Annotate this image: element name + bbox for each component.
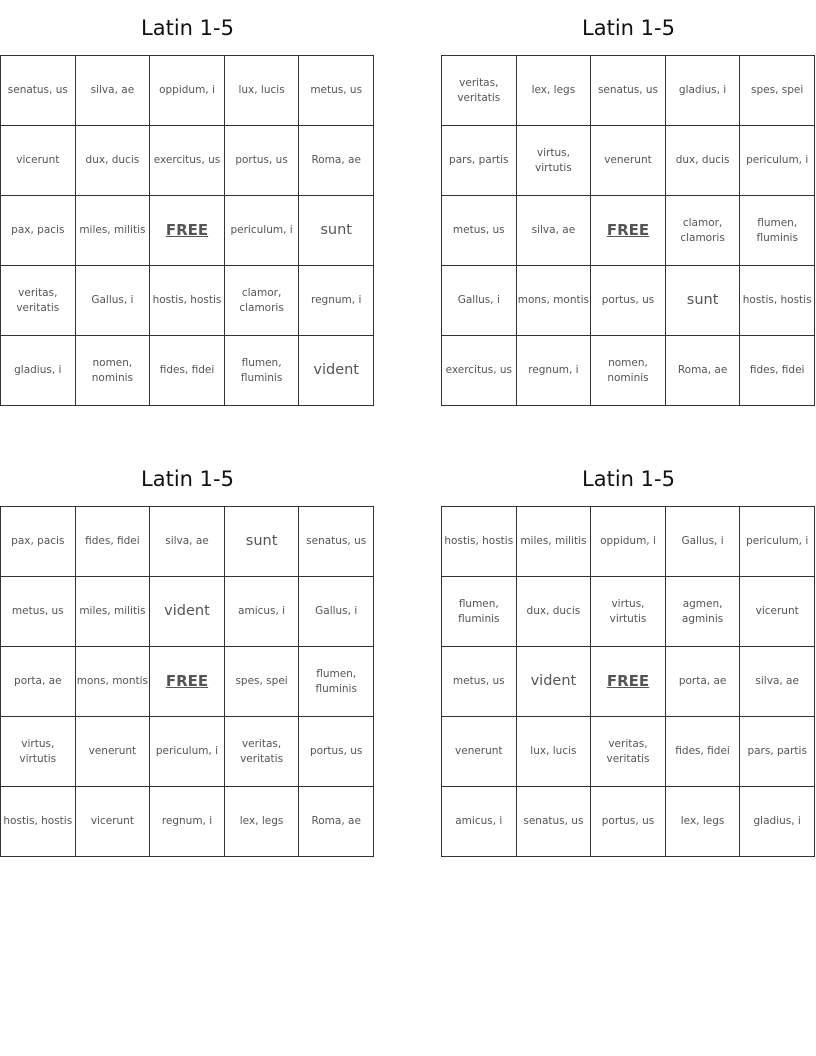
bingo-grid: [0, 55, 374, 406]
card-title: Latin 1-5: [582, 16, 675, 40]
grid-row: [1, 336, 374, 406]
bingo-cell: Gallus, i: [75, 266, 150, 336]
bingo-cell: vicerunt: [740, 577, 815, 647]
grid-row: [1, 577, 374, 647]
bingo-cell: flumen, fluminis: [442, 577, 517, 647]
bingo-cell: fides, fidei: [740, 336, 815, 406]
bingo-cell: gladius, i: [1, 336, 76, 406]
bingo-cell: miles, militis: [516, 507, 591, 577]
bingo-cell: metus, us: [442, 196, 517, 266]
bingo-cell: spes, spei: [740, 56, 815, 126]
bingo-cell: flumen, fluminis: [740, 196, 815, 266]
bingo-cell: pars, partis: [740, 717, 815, 787]
bingo-cell: regnum, i: [299, 266, 374, 336]
bingo-cell: mons, montis: [75, 647, 150, 717]
bingo-cell: metus, us: [442, 647, 517, 717]
grid-row: [442, 266, 815, 336]
bingo-card: [0, 451, 375, 827]
grid-row: [1, 717, 374, 787]
bingo-cell: hostis, hostis: [150, 266, 225, 336]
bingo-cell: silva, ae: [150, 507, 225, 577]
bingo-cell: silva, ae: [75, 56, 150, 126]
bingo-cell: nomen, nominis: [75, 336, 150, 406]
grid-row: [442, 336, 815, 406]
bingo-cell: veritas, veritatis: [224, 717, 299, 787]
bingo-cell: Gallus, i: [665, 507, 740, 577]
grid-row: [442, 647, 815, 717]
bingo-cell: hostis, hostis: [442, 507, 517, 577]
bingo-cell: dux, ducis: [516, 577, 591, 647]
bingo-cell: portus, us: [224, 126, 299, 196]
bingo-cell: amicus, i: [442, 787, 517, 857]
bingo-cell: Roma, ae: [665, 336, 740, 406]
bingo-cell: hostis, hostis: [1, 787, 76, 857]
grid-row: [442, 787, 815, 857]
bingo-cell: gladius, i: [665, 56, 740, 126]
bingo-cell: regnum, i: [150, 787, 225, 857]
bingo-cell: sunt: [665, 266, 740, 336]
bingo-cell: flumen, fluminis: [299, 647, 374, 717]
bingo-grid: [441, 55, 815, 406]
bingo-cell: portus, us: [299, 717, 374, 787]
grid-row: [1, 196, 374, 266]
bingo-cell: sunt: [224, 507, 299, 577]
bingo-cell: miles, militis: [75, 196, 150, 266]
bingo-cell: exercitus, us: [150, 126, 225, 196]
bingo-cell: lex, legs: [224, 787, 299, 857]
bingo-cell: amicus, i: [224, 577, 299, 647]
bingo-cell: fides, fidei: [665, 717, 740, 787]
bingo-cell: dux, ducis: [665, 126, 740, 196]
grid-row: [442, 717, 815, 787]
bingo-cell: veritas, veritatis: [1, 266, 76, 336]
bingo-cell: agmen, agminis: [665, 577, 740, 647]
grid-row: [1, 787, 374, 857]
bingo-cell: Roma, ae: [299, 126, 374, 196]
bingo-cell: gladius, i: [740, 787, 815, 857]
bingo-cell: pars, partis: [442, 126, 517, 196]
bingo-cell: spes, spei: [224, 647, 299, 717]
bingo-cell: lex, legs: [665, 787, 740, 857]
bingo-cell: veritas, veritatis: [442, 56, 517, 126]
bingo-cell: metus, us: [299, 56, 374, 126]
grid-row: [1, 266, 374, 336]
bingo-cell: vicerunt: [1, 126, 76, 196]
bingo-cell: porta, ae: [665, 647, 740, 717]
card-title: Latin 1-5: [141, 16, 234, 40]
bingo-cell: periculum, i: [740, 507, 815, 577]
bingo-cell: senatus, us: [591, 56, 666, 126]
grid-row: [442, 56, 815, 126]
bingo-cell: portus, us: [591, 266, 666, 336]
bingo-cell: oppidum, i: [150, 56, 225, 126]
bingo-cell: venerunt: [75, 717, 150, 787]
card-title: Latin 1-5: [582, 467, 675, 491]
bingo-cell: exercitus, us: [442, 336, 517, 406]
bingo-cell: vident: [299, 336, 374, 406]
bingo-cell: senatus, us: [516, 787, 591, 857]
bingo-cell: senatus, us: [1, 56, 76, 126]
bingo-cell: flumen, fluminis: [224, 336, 299, 406]
bingo-cell: senatus, us: [299, 507, 374, 577]
bingo-cell: silva, ae: [740, 647, 815, 717]
bingo-cell: virtus, virtutis: [516, 126, 591, 196]
bingo-cell: venerunt: [591, 126, 666, 196]
bingo-cell: miles, militis: [75, 577, 150, 647]
bingo-cell: vicerunt: [75, 787, 150, 857]
bingo-cell: periculum, i: [224, 196, 299, 266]
bingo-cell: hostis, hostis: [740, 266, 815, 336]
bingo-cell: venerunt: [442, 717, 517, 787]
grid-row: [442, 507, 815, 577]
bingo-cell: dux, ducis: [75, 126, 150, 196]
bingo-cell: metus, us: [1, 577, 76, 647]
bingo-cell: virtus, virtutis: [591, 577, 666, 647]
grid-row: [1, 56, 374, 126]
bingo-cell: oppidum, i: [591, 507, 666, 577]
bingo-cell: fides, fidei: [150, 336, 225, 406]
bingo-cell: vident: [150, 577, 225, 647]
bingo-cell: regnum, i: [516, 336, 591, 406]
grid-row: [442, 126, 815, 196]
bingo-card: [441, 451, 816, 827]
bingo-cell: nomen, nominis: [591, 336, 666, 406]
bingo-card: [0, 0, 375, 384]
card-title: Latin 1-5: [141, 467, 234, 491]
bingo-cell: sunt: [299, 196, 374, 266]
bingo-cell: clamor, clamoris: [224, 266, 299, 336]
bingo-grid: [0, 506, 374, 857]
grid-row: [442, 196, 815, 266]
bingo-card: [441, 0, 816, 384]
bingo-cell: lux, lucis: [516, 717, 591, 787]
bingo-cell: lex, legs: [516, 56, 591, 126]
free-space: FREE: [591, 196, 666, 266]
bingo-cell: mons, montis: [516, 266, 591, 336]
grid-row: [442, 577, 815, 647]
bingo-cell: vident: [516, 647, 591, 717]
bingo-cell: periculum, i: [150, 717, 225, 787]
bingo-cell: porta, ae: [1, 647, 76, 717]
bingo-cell: clamor, clamoris: [665, 196, 740, 266]
bingo-cell: pax, pacis: [1, 507, 76, 577]
grid-row: [1, 647, 374, 717]
bingo-cell: pax, pacis: [1, 196, 76, 266]
free-space: FREE: [150, 647, 225, 717]
bingo-grid: [441, 506, 815, 857]
grid-row: [1, 126, 374, 196]
free-space: FREE: [591, 647, 666, 717]
bingo-cell: virtus, virtutis: [1, 717, 76, 787]
bingo-cell: periculum, i: [740, 126, 815, 196]
bingo-cell: lux, lucis: [224, 56, 299, 126]
free-space: FREE: [150, 196, 225, 266]
bingo-cell: veritas, veritatis: [591, 717, 666, 787]
bingo-cell: Gallus, i: [442, 266, 517, 336]
bingo-cell: Gallus, i: [299, 577, 374, 647]
bingo-cell: silva, ae: [516, 196, 591, 266]
grid-row: [1, 507, 374, 577]
bingo-cell: portus, us: [591, 787, 666, 857]
bingo-cell: fides, fidei: [75, 507, 150, 577]
bingo-cell: Roma, ae: [299, 787, 374, 857]
